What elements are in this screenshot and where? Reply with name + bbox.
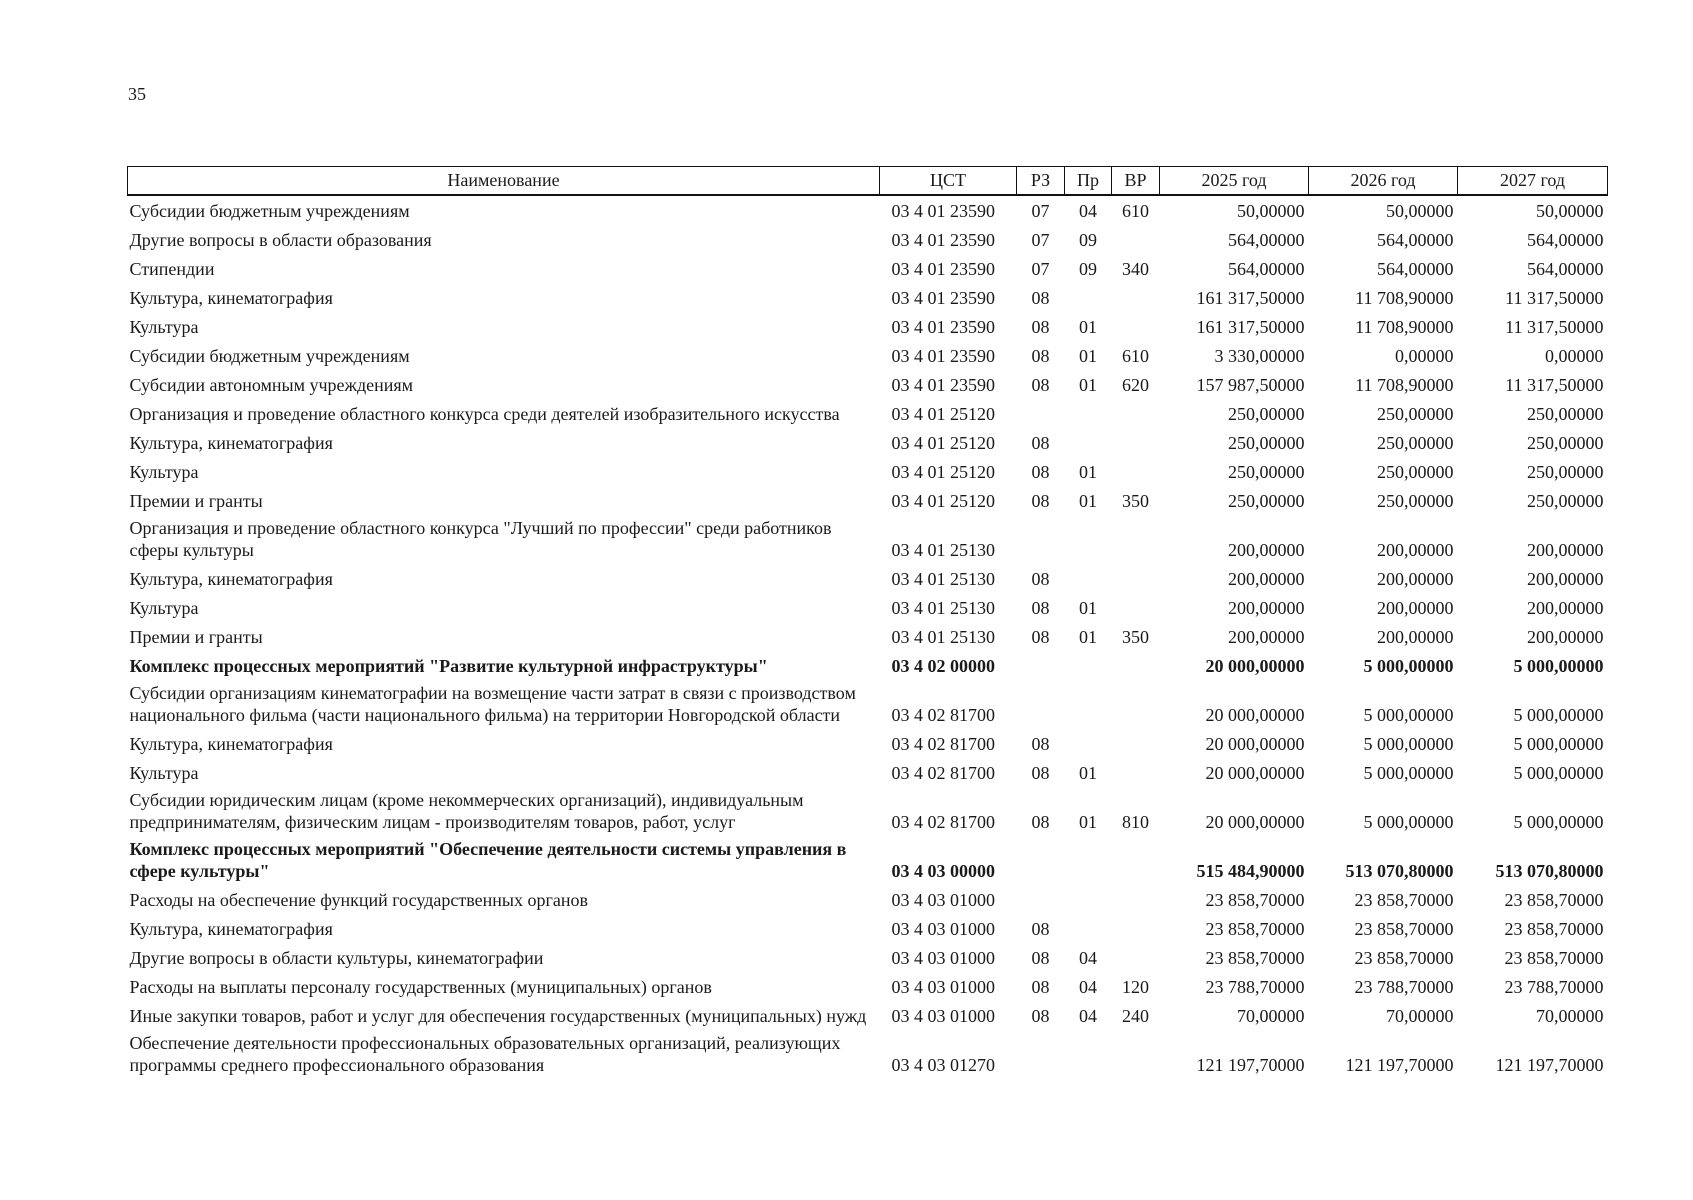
cell-pr	[1065, 913, 1112, 942]
cell-year-2026: 23 858,70000	[1354, 948, 1454, 968]
cell-cst: 03 4 02 81700	[891, 734, 995, 754]
table-row	[128, 884, 1608, 913]
table-body	[128, 195, 1608, 1078]
cell-year-2025: 157 987,50000	[1196, 375, 1305, 395]
cell-year-2027: 564,00000	[1527, 230, 1604, 250]
cell-year-2026: 200,00000	[1377, 627, 1454, 647]
cell-name: Культура	[129, 462, 199, 482]
cell-rz: 08	[1031, 569, 1050, 589]
cell-rz: 08	[1031, 734, 1050, 754]
cell-vr: 810	[1122, 812, 1149, 832]
cell-cst: 03 4 01 23590	[891, 230, 995, 250]
cell-year-2027: 250,00000	[1527, 491, 1604, 511]
cell-cst: 03 4 01 25120	[891, 462, 995, 482]
cell-name: Субсидии бюджетным учреждениям	[129, 346, 410, 366]
header-cst: ЦСТ	[880, 167, 1017, 196]
cell-vr	[1112, 427, 1160, 456]
cell-year-2027: 23 858,70000	[1504, 948, 1604, 968]
cell-year-2025: 515 484,90000	[1196, 861, 1305, 881]
cell-cst: 03 4 03 01000	[891, 977, 995, 997]
cell-rz: 08	[1031, 375, 1050, 395]
page-number: 35	[128, 84, 146, 104]
cell-name: Культура	[129, 763, 199, 783]
cell-name: Культура	[129, 317, 199, 337]
cell-vr	[1112, 1029, 1160, 1078]
cell-year-2026: 5 000,00000	[1363, 734, 1454, 754]
cell-year-2027: 5 000,00000	[1513, 656, 1604, 676]
cell-year-2025: 20 000,00000	[1205, 763, 1305, 783]
cell-pr: 01	[1079, 598, 1097, 618]
cell-cst: 03 4 02 00000	[891, 656, 995, 676]
cell-pr: 09	[1079, 259, 1097, 279]
cell-rz: 07	[1031, 230, 1050, 250]
cell-name: Культура, кинематография	[129, 919, 333, 939]
cell-rz	[1017, 835, 1065, 884]
cell-rz: 08	[1031, 919, 1050, 939]
cell-rz: 08	[1031, 763, 1050, 783]
cell-year-2027: 250,00000	[1527, 433, 1604, 453]
cell-year-2027: 250,00000	[1527, 404, 1604, 424]
cell-vr: 240	[1122, 1006, 1149, 1026]
cell-vr	[1112, 456, 1160, 485]
cell-pr: 01	[1079, 346, 1097, 366]
cell-rz: 08	[1031, 317, 1050, 337]
cell-year-2027: 23 858,70000	[1504, 890, 1604, 910]
table-row	[128, 728, 1608, 757]
cell-vr: 120	[1122, 977, 1149, 997]
cell-year-2026: 250,00000	[1377, 462, 1454, 482]
cell-pr	[1065, 514, 1112, 563]
table-row	[128, 563, 1608, 592]
cell-pr	[1065, 679, 1112, 728]
cell-pr: 01	[1079, 462, 1097, 482]
cell-pr	[1065, 728, 1112, 757]
cell-year-2027: 200,00000	[1527, 540, 1604, 560]
cell-rz: 08	[1031, 977, 1050, 997]
cell-name: Премии и гранты	[129, 491, 263, 511]
cell-name: Субсидии организациям кинематографии на возмещение части затрат в связи с производством национального фильма (части национального фильма) на территории Новгородской области	[129, 683, 856, 725]
cell-rz: 08	[1031, 1006, 1050, 1026]
cell-year-2026: 11 708,90000	[1355, 317, 1454, 337]
cell-rz: 08	[1031, 948, 1050, 968]
cell-rz	[1017, 679, 1065, 728]
cell-year-2026: 121 197,70000	[1345, 1055, 1454, 1075]
cell-name: Культура	[129, 598, 199, 618]
cell-pr	[1065, 835, 1112, 884]
cell-year-2025: 200,00000	[1228, 540, 1305, 560]
table-row	[128, 913, 1608, 942]
cell-cst: 03 4 01 25120	[891, 404, 995, 424]
cell-pr	[1065, 427, 1112, 456]
cell-year-2026: 250,00000	[1377, 404, 1454, 424]
table-row	[128, 224, 1608, 253]
cell-cst: 03 4 01 23590	[891, 259, 995, 279]
cell-pr	[1065, 884, 1112, 913]
cell-pr: 01	[1079, 491, 1097, 511]
cell-name: Организация и проведение областного конкурса "Лучший по профессии" среди работников сферы культуры	[129, 518, 832, 560]
cell-name: Другие вопросы в области образования	[129, 230, 432, 250]
cell-cst: 03 4 01 23590	[891, 375, 995, 395]
cell-year-2026: 564,00000	[1377, 230, 1454, 250]
cell-pr: 01	[1079, 627, 1097, 647]
cell-cst: 03 4 03 01000	[891, 919, 995, 939]
cell-year-2025: 200,00000	[1228, 598, 1305, 618]
cell-year-2026: 11 708,90000	[1355, 375, 1454, 395]
header-year-2026: 2026 год	[1309, 167, 1458, 196]
cell-vr	[1112, 728, 1160, 757]
budget-table	[127, 166, 1608, 1078]
header-rz: РЗ	[1017, 167, 1065, 196]
cell-cst: 03 4 03 01000	[891, 1006, 995, 1026]
cell-year-2027: 11 317,50000	[1505, 375, 1604, 395]
cell-year-2025: 200,00000	[1228, 627, 1305, 647]
table-row	[128, 514, 1608, 563]
table-row	[128, 398, 1608, 427]
cell-year-2025: 50,00000	[1237, 201, 1305, 221]
cell-year-2027: 200,00000	[1527, 627, 1604, 647]
cell-year-2026: 70,00000	[1386, 1006, 1454, 1026]
cell-year-2026: 23 858,70000	[1354, 890, 1454, 910]
cell-rz	[1017, 650, 1065, 679]
cell-year-2027: 23 858,70000	[1504, 919, 1604, 939]
cell-year-2026: 23 788,70000	[1354, 977, 1454, 997]
cell-cst: 03 4 03 01000	[891, 948, 995, 968]
cell-name: Культура, кинематография	[129, 433, 333, 453]
cell-pr: 01	[1079, 763, 1097, 783]
cell-vr: 350	[1122, 627, 1149, 647]
cell-year-2027: 5 000,00000	[1513, 734, 1604, 754]
cell-pr: 09	[1079, 230, 1097, 250]
cell-vr	[1112, 942, 1160, 971]
table-row	[128, 835, 1608, 884]
cell-vr	[1112, 282, 1160, 311]
cell-year-2025: 564,00000	[1228, 230, 1305, 250]
cell-year-2026: 23 858,70000	[1354, 919, 1454, 939]
cell-vr: 610	[1122, 201, 1149, 221]
cell-vr	[1112, 563, 1160, 592]
table-row	[128, 786, 1608, 835]
cell-pr	[1065, 1029, 1112, 1078]
table-row	[128, 282, 1608, 311]
cell-year-2027: 564,00000	[1527, 259, 1604, 279]
cell-year-2027: 11 317,50000	[1505, 288, 1604, 308]
cell-year-2026: 5 000,00000	[1363, 812, 1454, 832]
cell-pr: 01	[1079, 375, 1097, 395]
cell-cst: 03 4 02 81700	[891, 705, 995, 725]
header-vr: ВР	[1112, 167, 1160, 196]
cell-name: Культура, кинематография	[129, 734, 333, 754]
cell-year-2026: 5 000,00000	[1363, 656, 1454, 676]
cell-year-2025: 23 858,70000	[1205, 948, 1305, 968]
cell-year-2025: 250,00000	[1228, 433, 1305, 453]
cell-year-2027: 0,00000	[1545, 346, 1604, 366]
cell-cst: 03 4 01 25130	[891, 627, 995, 647]
cell-cst: 03 4 01 25120	[891, 491, 995, 511]
cell-vr	[1112, 757, 1160, 786]
cell-year-2027: 200,00000	[1527, 598, 1604, 618]
cell-rz: 08	[1031, 433, 1050, 453]
cell-year-2026: 200,00000	[1377, 540, 1454, 560]
cell-year-2025: 564,00000	[1228, 259, 1305, 279]
cell-cst: 03 4 03 01000	[891, 890, 995, 910]
cell-vr	[1112, 592, 1160, 621]
table-row	[128, 253, 1608, 282]
cell-name: Комплекс процессных мероприятий "Обеспечение деятельности системы управления в сфере культуры"	[129, 839, 847, 881]
cell-year-2027: 50,00000	[1536, 201, 1604, 221]
cell-vr	[1112, 224, 1160, 253]
cell-pr	[1065, 398, 1112, 427]
cell-rz: 07	[1031, 259, 1050, 279]
cell-name: Расходы на выплаты персоналу государственных (муниципальных) органов	[129, 977, 712, 997]
cell-cst: 03 4 01 23590	[891, 346, 995, 366]
cell-year-2027: 5 000,00000	[1513, 705, 1604, 725]
cell-year-2026: 564,00000	[1377, 259, 1454, 279]
cell-cst: 03 4 01 25130	[891, 540, 995, 560]
cell-name: Премии и гранты	[129, 627, 263, 647]
cell-rz: 08	[1031, 288, 1050, 308]
cell-pr	[1065, 282, 1112, 311]
cell-cst: 03 4 01 25130	[891, 569, 995, 589]
cell-name: Расходы на обеспечение функций государственных органов	[129, 890, 588, 910]
cell-year-2027: 200,00000	[1527, 569, 1604, 589]
cell-vr	[1112, 835, 1160, 884]
cell-year-2025: 23 858,70000	[1205, 890, 1305, 910]
table-row	[128, 340, 1608, 369]
cell-name: Организация и проведение областного конкурса среди деятелей изобразительного искусства	[129, 404, 840, 424]
table-row	[128, 195, 1608, 224]
cell-year-2025: 20 000,00000	[1205, 656, 1305, 676]
cell-year-2025: 23 858,70000	[1205, 919, 1305, 939]
cell-year-2025: 250,00000	[1228, 404, 1305, 424]
cell-year-2027: 11 317,50000	[1505, 317, 1604, 337]
cell-rz	[1017, 514, 1065, 563]
cell-year-2027: 5 000,00000	[1513, 763, 1604, 783]
cell-pr: 04	[1079, 977, 1097, 997]
cell-pr	[1065, 563, 1112, 592]
cell-year-2026: 5 000,00000	[1363, 763, 1454, 783]
cell-cst: 03 4 01 25120	[891, 433, 995, 453]
cell-year-2026: 250,00000	[1377, 433, 1454, 453]
cell-year-2025: 23 788,70000	[1205, 977, 1305, 997]
cell-year-2026: 5 000,00000	[1363, 705, 1454, 725]
cell-vr: 350	[1122, 491, 1149, 511]
cell-rz: 08	[1031, 812, 1050, 832]
cell-name: Другие вопросы в области культуры, кинематографии	[129, 948, 544, 968]
header-year-2027: 2027 год	[1458, 167, 1608, 196]
cell-year-2027: 70,00000	[1536, 1006, 1604, 1026]
cell-pr: 01	[1079, 317, 1097, 337]
table-row	[128, 942, 1608, 971]
cell-cst: 03 4 01 23590	[891, 288, 995, 308]
cell-vr	[1112, 311, 1160, 340]
table-row	[128, 427, 1608, 456]
cell-rz	[1017, 398, 1065, 427]
header-year-2025: 2025 год	[1160, 167, 1309, 196]
cell-year-2026: 200,00000	[1377, 598, 1454, 618]
cell-vr: 340	[1122, 259, 1149, 279]
cell-year-2027: 513 070,80000	[1495, 861, 1604, 881]
table-row	[128, 971, 1608, 1000]
cell-pr: 04	[1079, 201, 1097, 221]
cell-year-2025: 20 000,00000	[1205, 734, 1305, 754]
cell-year-2025: 250,00000	[1228, 491, 1305, 511]
cell-cst: 03 4 01 23590	[891, 201, 995, 221]
cell-vr	[1112, 650, 1160, 679]
table-row	[128, 311, 1608, 340]
cell-name: Субсидии автономным учреждениям	[129, 375, 414, 395]
cell-name: Комплекс процессных мероприятий "Развитие культурной инфраструктуры"	[129, 656, 768, 676]
cell-name: Культура, кинематография	[129, 569, 333, 589]
cell-rz: 08	[1031, 346, 1050, 366]
cell-pr: 01	[1079, 812, 1097, 832]
cell-year-2026: 250,00000	[1377, 491, 1454, 511]
cell-rz: 07	[1031, 201, 1050, 221]
cell-year-2026: 0,00000	[1395, 346, 1454, 366]
cell-year-2027: 250,00000	[1527, 462, 1604, 482]
cell-year-2026: 50,00000	[1386, 201, 1454, 221]
cell-rz: 08	[1031, 462, 1050, 482]
cell-vr	[1112, 514, 1160, 563]
cell-rz: 08	[1031, 627, 1050, 647]
cell-rz	[1017, 1029, 1065, 1078]
cell-pr	[1065, 650, 1112, 679]
cell-year-2025: 3 330,00000	[1214, 346, 1305, 366]
cell-rz	[1017, 884, 1065, 913]
cell-year-2025: 200,00000	[1228, 569, 1305, 589]
cell-vr	[1112, 913, 1160, 942]
cell-year-2026: 200,00000	[1377, 569, 1454, 589]
cell-year-2026: 11 708,90000	[1355, 288, 1454, 308]
table-row	[128, 621, 1608, 650]
table-row	[128, 592, 1608, 621]
table-row	[128, 485, 1608, 514]
table-header-row	[128, 167, 1608, 196]
cell-cst: 03 4 01 25130	[891, 598, 995, 618]
cell-pr: 04	[1079, 948, 1097, 968]
cell-year-2025: 70,00000	[1237, 1006, 1305, 1026]
cell-vr	[1112, 679, 1160, 728]
table-row	[128, 650, 1608, 679]
table-row	[128, 679, 1608, 728]
cell-year-2027: 5 000,00000	[1513, 812, 1604, 832]
cell-cst: 03 4 01 23590	[891, 317, 995, 337]
header-name: Наименование	[128, 167, 880, 196]
cell-year-2027: 121 197,70000	[1495, 1055, 1604, 1075]
table-row	[128, 369, 1608, 398]
cell-year-2027: 23 788,70000	[1504, 977, 1604, 997]
cell-cst: 03 4 03 01270	[891, 1055, 995, 1075]
cell-pr: 04	[1079, 1006, 1097, 1026]
cell-year-2025: 20 000,00000	[1205, 705, 1305, 725]
cell-vr: 620	[1122, 375, 1149, 395]
cell-name: Субсидии юридическим лицам (кроме некоммерческих организаций), индивидуальным предпринимателям, физическим лицам - производителям товаров, работ, услуг	[129, 790, 804, 832]
cell-year-2025: 250,00000	[1228, 462, 1305, 482]
table-row	[128, 1000, 1608, 1029]
cell-year-2025: 161 317,50000	[1196, 288, 1305, 308]
cell-year-2025: 20 000,00000	[1205, 812, 1305, 832]
cell-cst: 03 4 02 81700	[891, 763, 995, 783]
cell-year-2025: 121 197,70000	[1196, 1055, 1305, 1075]
cell-vr	[1112, 398, 1160, 427]
cell-vr: 610	[1122, 346, 1149, 366]
cell-name: Субсидии бюджетным учреждениям	[129, 201, 410, 221]
table-row	[128, 757, 1608, 786]
header-pr: Пр	[1065, 167, 1112, 196]
cell-cst: 03 4 03 00000	[891, 861, 995, 881]
cell-name: Культура, кинематография	[129, 288, 333, 308]
cell-rz: 08	[1031, 598, 1050, 618]
cell-rz: 08	[1031, 491, 1050, 511]
cell-name: Обеспечение деятельности профессиональных образовательных организаций, реализующих программы среднего профессионального образования	[129, 1033, 841, 1075]
cell-name: Иные закупки товаров, работ и услуг для обеспечения государственных (муниципальных) нужд	[129, 1006, 867, 1026]
cell-vr	[1112, 884, 1160, 913]
table-row	[128, 456, 1608, 485]
cell-name: Стипендии	[129, 259, 215, 279]
table-row	[128, 1029, 1608, 1078]
cell-cst: 03 4 02 81700	[891, 812, 995, 832]
cell-year-2026: 513 070,80000	[1345, 861, 1454, 881]
cell-year-2025: 161 317,50000	[1196, 317, 1305, 337]
